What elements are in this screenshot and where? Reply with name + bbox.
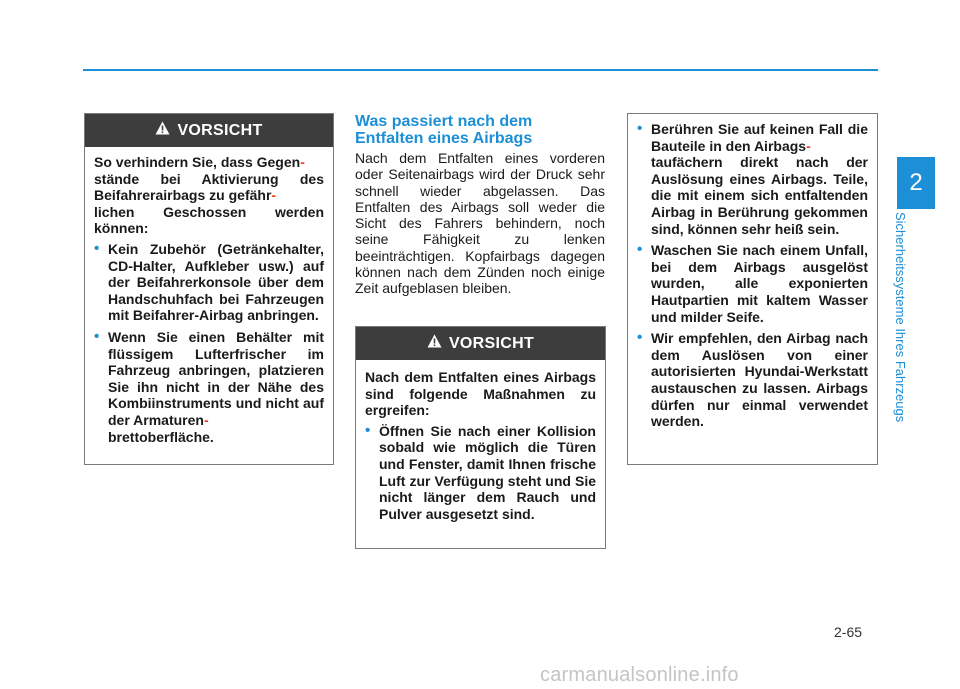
caution-intro: Nach dem Entfalten eines Airbags sind folgende Maßnahmen zu ergreifen: [365,369,596,419]
watermark: carmanualsonline.info [540,664,739,686]
caution-header [85,114,333,147]
list-item: • Berühren Sie auf keinen Fall die Bauteile in den Airbags- taufächern direkt nach der Auslösung eines Airbags. Teile, die mit einem sich entfaltenden Airbag in Berührung gekommen sind, können sehr heiß sein. [637,120,868,237]
caution-box-middle [355,326,606,549]
caution-body [85,147,333,458]
list-item: • Wir empfehlen, den Airbag nach dem Auslösen von einer autorisierten Hyundai-Werkstatt austauschen zu lassen. Airbags dürfen nur einmal verwendet werden. [637,329,868,430]
caution-title: VORSICHT [177,121,263,139]
warning-triangle-icon [427,334,442,353]
chapter-title: Sicherheitssysteme Ihres Fahrzeugs [893,212,908,423]
caution-box-right [627,113,878,465]
caution-body [628,114,877,443]
section-heading: Was passiert nach dem Entfalten eines Airbags [355,113,533,147]
caution-intro: So verhindern Sie, dass Gegen- stände bei Aktivierung des Beifahrerairbags zu gefähr- lichen Geschossen werden können: [94,154,324,237]
chapter-number-tab: 2 [897,157,935,209]
list-item: • Kein Zubehör (Getränkehalter, CD-Halter, Aufkleber usw.) auf der Beifahrerkonsole über dem Handschuhfach bei Fahrzeugen mit Beifahrer-Airbag anbringen. [94,239,324,324]
bullet-dot-icon: • [637,241,643,259]
bullet-dot-icon: • [637,329,643,347]
caution-header [356,327,605,360]
list-item: • Öffnen Sie nach einer Kollision sobald wie möglich die Türen und Fenster, damit Ihnen frische Luft zur Verfügung steht und Sie nicht länger dem Rauch und Pulver ausgesetzt sind. [365,421,596,522]
warning-triangle-icon [155,121,170,140]
bullet-dot-icon: • [94,239,100,257]
list-item: • Waschen Sie nach einem Unfall, bei dem Airbags ausgelöst wurden, alle exponierten Hautpartien mit kaltem Wasser und milder Seife. [637,241,868,325]
caution-body [356,360,605,535]
top-divider [83,69,878,71]
bullet-dot-icon: • [637,120,643,137]
section-paragraph: Nach dem Entfalten eines vorderen oder Seitenairbags wird der Druck sehr schnell wieder abgelassen. Das Entfalten des Airbags soll weder die Sicht des Fahrers behindern, noch seine Fähigkeit zu lenken beeinträchtigen. Kopfairbags dagegen können nach dem Zünden noch einige Zeit aufgeblasen bleiben. [355,150,605,297]
caution-box-left [84,113,334,465]
page-number: 2-65 [834,624,863,640]
list-item: • Wenn Sie einen Behälter mit flüssigem Lufterfrischer im Fahrzeug anbringen, platzieren Sie ihn nicht in der Nähe des Kombiinstruments und nicht auf der Armaturen- brettoberfläche. [94,327,324,445]
bullet-dot-icon: • [365,421,371,439]
caution-title: VORSICHT [448,334,535,352]
bullet-dot-icon: • [94,327,100,345]
